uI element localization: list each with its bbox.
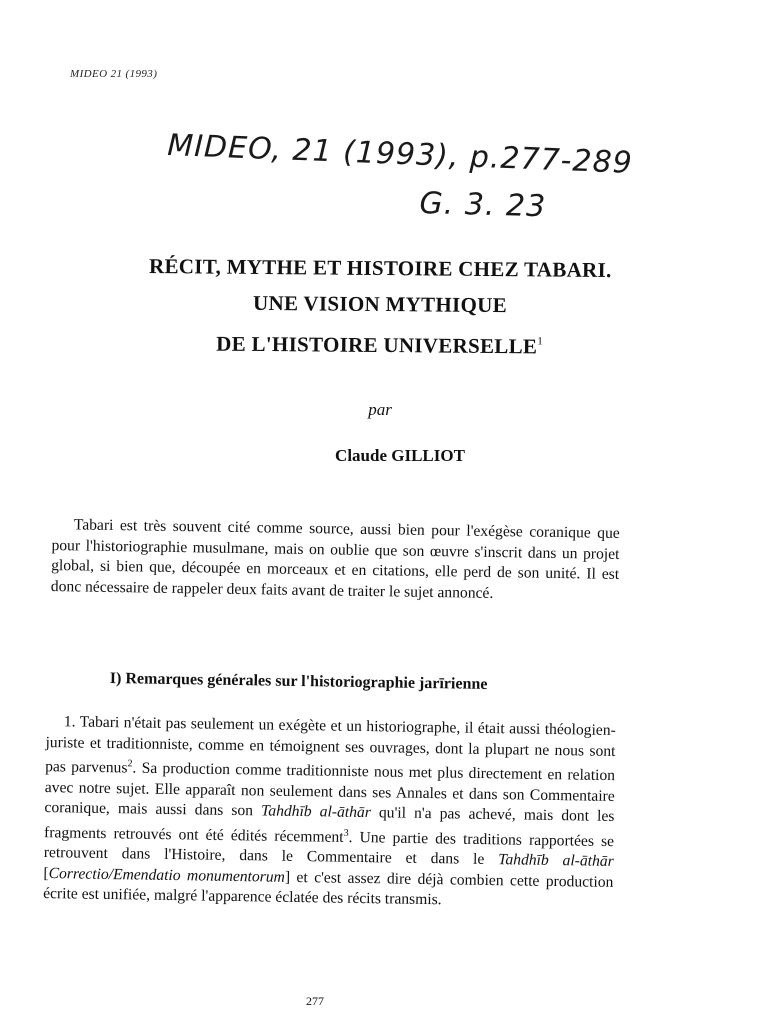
body-text-c: qu'il n'a pas achevé, mais dont les fragments retrouvés ont été édités récemment [43, 804, 615, 846]
title-line-2: UNE VISION MYTHIQUE [252, 290, 508, 318]
title-line-3 [60, 319, 700, 366]
byline-par: par [368, 400, 392, 419]
section-heading: I) Remarques générales sur l'historiographie jarīrienne [109, 670, 488, 693]
footnote-marker-2: 2 [127, 758, 133, 770]
tahdhib-title-1: Tahdhīb al-āthār [260, 802, 371, 822]
tahdhib-title-2: Tahdhīb al-āthār [498, 851, 614, 871]
author-name: Claude GILLIOT [335, 446, 465, 465]
body-text-d: . Une partie des traditions rapportées se retrouvent dans l'Histoire, dans le Commentaire et dans le [43, 828, 615, 869]
body-text-b: . Sa production comme traditionniste nous met plus directement en relation avec notre sujet. Elle apparaît non seulement dans ses Annales et dans son Commentaire coranique, mais aussi dans son [44, 759, 616, 820]
handwritten-reference: MIDEO, 21 (1993), p.277-289 [166, 128, 634, 181]
title-footnote-marker: 1 [537, 335, 544, 348]
page-number: 277 [306, 994, 324, 1008]
body-text-a: 1. Tabari n'était pas seulement un exégète et un historiographe, il était aussi théologien-juriste et traditionniste, comme en témoignent ses ouvrages, dont la plupart ne nous sont pas parvenus [45, 713, 616, 777]
title-line-3-text: DE L'HISTOIRE UNIVERSELLE [216, 331, 538, 359]
handwritten-shelfmark: G. 3. 23 [419, 186, 547, 225]
footnote-marker-3: 3 [343, 827, 349, 839]
correctio-title: Correctio/Emendatio monumentorum [48, 864, 286, 886]
article-title [60, 247, 701, 366]
journal-header: MIDEO 21 (1993) [70, 68, 158, 80]
intro-paragraph: Tabari est très souvent cité comme source, aussi bien pour l'exégèse coranique que pour l'historiographie musulmane, mais on oublie que son œuvre s'inscrit dans un projet global, si bien que, découpée en morceaux et en citations, elle perd de son unité. Il est donc nécessaire de rappeler deux faits avant de traiter le sujet annoncé. [50, 516, 620, 602]
body-paragraph [43, 712, 616, 914]
title-line-1: RÉCIT, MYTHE ET HISTOIRE CHEZ TABARI. [148, 253, 612, 283]
body-text-e: [ [43, 864, 49, 882]
body-text-f: ] et c'est assez dire déjà combien cette production écrite est unifiée, malgré l'apparence éclatée des récits transmis. [43, 868, 614, 909]
